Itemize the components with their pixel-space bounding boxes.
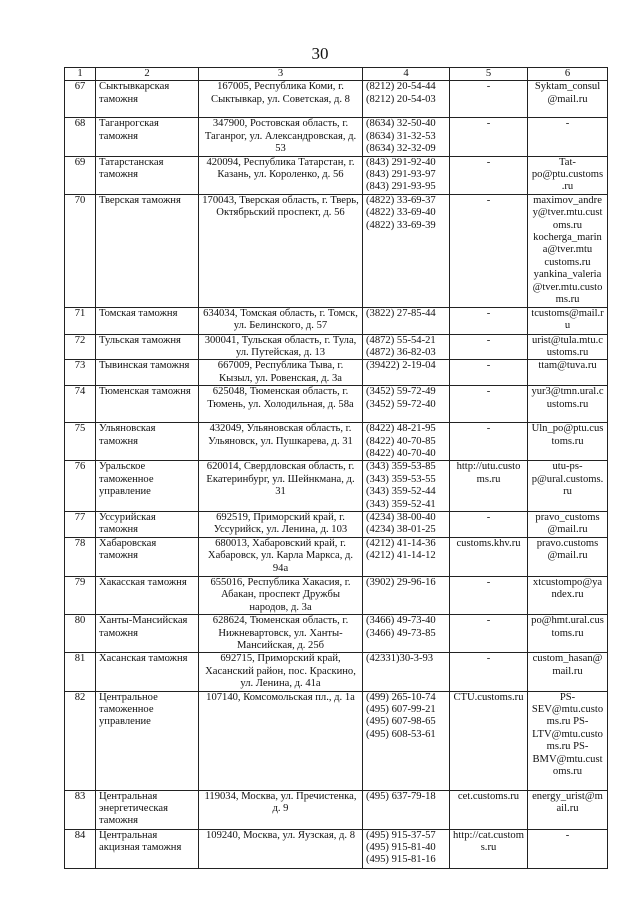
office-phones (363, 194, 450, 307)
table-row (65, 537, 608, 576)
table-row (65, 461, 608, 512)
phone-number: (3466) 49-73-85 (366, 627, 436, 639)
office-website: - (450, 511, 528, 537)
office-phones (363, 386, 450, 423)
row-number: 80 (65, 615, 96, 653)
phone-number: (4212) 41-14-12 (366, 550, 436, 562)
phone-number: (343) 359-52-44 (366, 486, 436, 498)
row-number: 75 (65, 423, 96, 461)
office-website: - (450, 81, 528, 118)
office-name: Тверская таможня (96, 194, 199, 307)
phone-number: (4872) 36-82-03 (366, 346, 436, 358)
office-email: custom_hasan@mail.ru (528, 653, 608, 691)
phone-number: (495) 915-81-16 (366, 854, 436, 866)
column-header: 5 (450, 68, 528, 81)
office-phones (363, 537, 450, 576)
office-name: Хабаровская таможня (96, 537, 199, 576)
office-email: - (528, 829, 608, 868)
column-header: 4 (363, 68, 450, 81)
office-website: - (450, 386, 528, 423)
office-address: 109240, Москва, ул. Яузская, д. 8 (199, 829, 363, 868)
phone-number: (843) 291-92-40 (366, 156, 436, 168)
row-number: 84 (65, 829, 96, 868)
customs-offices-table (64, 67, 608, 869)
office-address: 667009, Республика Тыва, г. Кызыл, ул. Ровенская, д. 3а (199, 360, 363, 386)
phone-number: (4822) 33-69-40 (366, 207, 436, 219)
phone-number: (39422) 2-19-04 (366, 360, 436, 372)
office-name: Центральное таможенное управление (96, 691, 199, 790)
phone-number: (4872) 55-54-21 (366, 334, 436, 346)
phone-number: (4822) 33-69-39 (366, 219, 436, 231)
office-email: Uln_po@ptu.customs.ru (528, 423, 608, 461)
office-phones (363, 81, 450, 118)
row-number: 81 (65, 653, 96, 691)
office-email: tcustoms@mail.ru (528, 307, 608, 334)
office-phones (363, 156, 450, 194)
table-row (65, 118, 608, 156)
office-phones (363, 691, 450, 790)
office-website: - (450, 156, 528, 194)
office-website: cet.customs.ru (450, 790, 528, 829)
office-address: 655016, Республика Хакасия, г. Абакан, проспект Дружбы народов, д. 3а (199, 576, 363, 614)
phone-number: (8634) 31-32-53 (366, 130, 436, 142)
office-name: Тюменская таможня (96, 386, 199, 423)
office-address: 300041, Тульская область, г. Тула, ул. Путейская, д. 13 (199, 334, 363, 360)
row-number: 68 (65, 118, 96, 156)
table-row (65, 194, 608, 307)
column-header: 2 (96, 68, 199, 81)
office-name: Центральная энергетическая таможня (96, 790, 199, 829)
phone-number: (8212) 20-54-44 (366, 81, 436, 93)
table-row (65, 829, 608, 868)
column-header: 1 (65, 68, 96, 81)
phone-number: (3452) 59-72-40 (366, 398, 436, 410)
phone-number: (343) 359-53-55 (366, 473, 436, 485)
phone-number: (343) 359-53-85 (366, 461, 436, 473)
office-website: - (450, 653, 528, 691)
office-name: Хакасская таможня (96, 576, 199, 614)
row-number: 70 (65, 194, 96, 307)
row-number: 77 (65, 511, 96, 537)
office-email: urist@tula.mtu.customs.ru (528, 334, 608, 360)
office-name: Томская таможня (96, 307, 199, 334)
table-row (65, 790, 608, 829)
phone-number: (495) 607-99-21 (366, 704, 436, 716)
office-phones (363, 360, 450, 386)
office-website: http://cat.customs.ru (450, 829, 528, 868)
phone-number: (8634) 32-32-09 (366, 143, 436, 155)
phone-number: (495) 915-81-40 (366, 842, 436, 854)
table-row (65, 653, 608, 691)
office-address: 107140, Комсомольская пл., д. 1а (199, 691, 363, 790)
table-row (65, 360, 608, 386)
office-address: 432049, Ульяновская область, г. Ульяновск, ул. Пушкарева, д. 31 (199, 423, 363, 461)
row-number: 73 (65, 360, 96, 386)
office-phones (363, 511, 450, 537)
office-name: Таганрогская таможня (96, 118, 199, 156)
phone-number: (343) 359-52-41 (366, 498, 436, 510)
row-number: 76 (65, 461, 96, 512)
table-row (65, 615, 608, 653)
phone-number: (3902) 29-96-16 (366, 576, 436, 588)
phone-number: (4234) 38-01-25 (366, 524, 436, 536)
table-row (65, 691, 608, 790)
table-row (65, 423, 608, 461)
office-email: PS-SEV@mtu.customs.ru PS-LTV@mtu.customs.ru PS-BMV@mtu.customs.ru (528, 691, 608, 790)
table-row (65, 386, 608, 423)
office-email: utu-ps-p@ural.customs.ru (528, 461, 608, 512)
office-name: Хасанская таможня (96, 653, 199, 691)
office-email: - (528, 118, 608, 156)
phone-number: (843) 291-93-95 (366, 181, 436, 193)
office-phones (363, 118, 450, 156)
row-number: 74 (65, 386, 96, 423)
phone-number: (8422) 40-70-85 (366, 435, 436, 447)
row-number: 72 (65, 334, 96, 360)
column-header: 3 (199, 68, 363, 81)
phone-number: (495) 915-37-57 (366, 829, 436, 841)
office-name: Тульская таможня (96, 334, 199, 360)
phone-number: (3822) 27-85-44 (366, 307, 436, 319)
phone-number: (495) 637-79-18 (366, 790, 436, 802)
office-address: 347900, Ростовская область, г. Таганрог, ул. Александровская, д. 53 (199, 118, 363, 156)
office-address: 625048, Тюменская область, г. Тюмень, ул. Холодильная, д. 58а (199, 386, 363, 423)
table-row (65, 334, 608, 360)
table-row (65, 511, 608, 537)
office-name: Уральское таможенное управление (96, 461, 199, 512)
office-website: - (450, 334, 528, 360)
office-phones (363, 615, 450, 653)
row-number: 71 (65, 307, 96, 334)
office-address: 692519, Приморский край, г. Уссурийск, ул. Ленина, д. 103 (199, 511, 363, 537)
office-name: Ханты-Мансийская таможня (96, 615, 199, 653)
phone-number: (4212) 41-14-36 (366, 537, 436, 549)
phone-number: (3466) 49-73-40 (366, 615, 436, 627)
phone-number: (4822) 33-69-37 (366, 194, 436, 206)
office-email: energy_urist@mail.ru (528, 790, 608, 829)
office-phones (363, 790, 450, 829)
office-phones (363, 423, 450, 461)
office-website: - (450, 118, 528, 156)
phone-number: (499) 265-10-74 (366, 691, 436, 703)
phone-number: (495) 608-53-61 (366, 728, 436, 740)
office-address: 628624, Тюменская область, г. Нижневартовск, ул. Ханты-Мансийская, д. 25б (199, 615, 363, 653)
office-address: 420094, Республика Татарстан, г. Казань, ул. Короленко, д. 56 (199, 156, 363, 194)
office-website: - (450, 360, 528, 386)
phone-number: (3452) 59-72-49 (366, 386, 436, 398)
office-name: Тывинская таможня (96, 360, 199, 386)
office-email: xtcustompo@yandex.ru (528, 576, 608, 614)
office-website: customs.khv.ru (450, 537, 528, 576)
column-header: 6 (528, 68, 608, 81)
office-email: pravo.customs @mail.ru (528, 537, 608, 576)
office-email: pravo_customs @mail.ru (528, 511, 608, 537)
office-phones (363, 334, 450, 360)
office-website: CTU.customs.ru (450, 691, 528, 790)
office-address: 680013, Хабаровский край, г. Хабаровск, ул. Карла Маркса, д. 94а (199, 537, 363, 576)
office-phones (363, 576, 450, 614)
office-email: po@hmt.ural.customs.ru (528, 615, 608, 653)
office-email: maximov_andrey@tver.mtu.customs.ru kocherga_marina@tver.mtu customs.ru yankina_valeria@tver.mtu.customs.ru (528, 194, 608, 307)
office-website: - (450, 423, 528, 461)
row-number: 83 (65, 790, 96, 829)
office-website: - (450, 307, 528, 334)
phone-number: (42331)30-3-93 (366, 653, 434, 665)
office-address: 692715, Приморский край, Хасанский район, пос. Краскино, ул. Ленина, д. 41а (199, 653, 363, 691)
phone-number: (8422) 40-70-40 (366, 447, 436, 459)
table-row (65, 156, 608, 194)
table-header-row (65, 68, 608, 81)
office-email: ttam@tuva.ru (528, 360, 608, 386)
table-row (65, 307, 608, 334)
office-name: Уссурийская таможня (96, 511, 199, 537)
table-row (65, 576, 608, 614)
phone-number: (4234) 38-00-40 (366, 511, 436, 523)
row-number: 79 (65, 576, 96, 614)
phone-number: (843) 291-93-97 (366, 169, 436, 181)
row-number: 67 (65, 81, 96, 118)
office-email: yur3@tmn.ural.customs.ru (528, 386, 608, 423)
row-number: 69 (65, 156, 96, 194)
office-website: - (450, 615, 528, 653)
office-address: 170043, Тверская область, г. Тверь, Октябрьский проспект, д. 56 (199, 194, 363, 307)
row-number: 78 (65, 537, 96, 576)
phone-number: (8422) 48-21-95 (366, 423, 436, 435)
office-website: http://utu.customs.ru (450, 461, 528, 512)
office-name: Ульяновская таможня (96, 423, 199, 461)
office-website: - (450, 576, 528, 614)
office-address: 620014, Свердловская область, г. Екатеринбург, ул. Шейнкмана, д. 31 (199, 461, 363, 512)
office-name: Татарстанская таможня (96, 156, 199, 194)
office-address: 167005, Республика Коми, г. Сыктывкар, ул. Советская, д. 8 (199, 81, 363, 118)
row-number: 82 (65, 691, 96, 790)
office-phones (363, 461, 450, 512)
office-email: Syktam_consul @mail.ru (528, 81, 608, 118)
office-website: - (450, 194, 528, 307)
phone-number: (495) 607-98-65 (366, 716, 436, 728)
office-address: 634034, Томская область, г. Томск, ул. Белинского, д. 57 (199, 307, 363, 334)
phone-number: (8212) 20-54-03 (366, 93, 436, 105)
office-name: Центральная акцизная таможня (96, 829, 199, 868)
phone-number: (8634) 32-50-40 (366, 118, 436, 130)
table-row (65, 81, 608, 118)
office-address: 119034, Москва, ул. Пречистенка, д. 9 (199, 790, 363, 829)
office-phones (363, 829, 450, 868)
office-email: Tat-po@ptu.customs.ru (528, 156, 608, 194)
page-number: 30 (311, 44, 329, 63)
office-phones (363, 653, 450, 691)
office-phones (363, 307, 450, 334)
office-name: Сыктывкарская таможня (96, 81, 199, 118)
